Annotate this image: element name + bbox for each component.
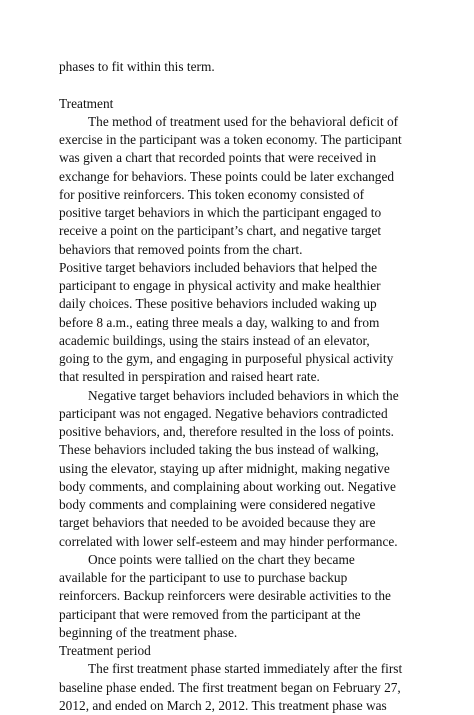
text-line: The first treatment phase started immediately after the first: [88, 661, 403, 677]
text-line: using the elevator, staying up after midnight, making negative: [59, 460, 390, 476]
text-line: going to the gym, and engaging in purposeful physical activity: [59, 351, 394, 366]
heading-treatment: Treatment: [59, 95, 114, 111]
text-line: for positive reinforcers. This token economy consisted of: [59, 186, 365, 202]
intro-line: phases to fit within this term.: [59, 59, 215, 74]
text-line: receive a point on the participant’s chart, and negative target: [59, 223, 382, 239]
text-line: correlated with lower self-esteem and may hinder performance.: [59, 533, 398, 549]
text-line: body comments and complaining were considered negative: [59, 497, 376, 512]
text-line: The method of treatment used for the behavioral deficit of: [88, 113, 399, 129]
text-line: participant was not engaged. Negative behaviors contradicted: [59, 405, 388, 421]
text-line: participant that were removed from the participant at the: [59, 606, 361, 622]
text-line: available for the participant to use to purchase backup: [59, 570, 348, 585]
document-page: [59, 58, 421, 715]
text-line: daily choices. These positive behaviors included waking up: [59, 296, 377, 312]
paragraph-method: [59, 113, 421, 259]
text-line: Positive target behaviors included behaviors that helped the: [59, 259, 378, 275]
text-line: reinforcers. Backup reinforcers were desirable activities to the: [59, 588, 391, 604]
text-line: baseline phase ended. The first treatment began on February 27,: [59, 679, 401, 695]
text-line: that resulted in perspiration and raised heart rate.: [59, 369, 320, 385]
text-line: before 8 a.m., eating three meals a day, walking to and from: [59, 314, 380, 330]
text-line: exercise in the participant was a token economy. The participant: [59, 132, 402, 147]
paragraph-negative-behaviors: [59, 387, 421, 551]
text-line: Negative target behaviors included behaviors in which the: [88, 387, 399, 403]
heading-treatment-period: Treatment period: [59, 643, 151, 658]
text-line: positive target behaviors in which the participant engaged to: [59, 205, 382, 220]
text-line: target behaviors that needed to be avoided because they are: [59, 515, 376, 531]
text-line: These behaviors included taking the bus instead of walking,: [59, 442, 379, 458]
text-line: beginning of the treatment phase.: [59, 624, 238, 640]
paragraph-positive-behaviors: [59, 259, 421, 387]
text-line: academic buildings, using the stairs instead of an elevator,: [59, 332, 370, 348]
text-line: Once points were tallied on the chart they became: [88, 551, 355, 567]
paragraph-backup-reinforcers: [59, 551, 421, 642]
text-line: was given a chart that recorded points that were received in: [59, 150, 377, 166]
text-line: 2012, and ended on March 2, 2012. This treatment phase was: [59, 697, 387, 713]
text-line: body comments, and complaining about working out. Negative: [59, 478, 396, 494]
text-line: exchange for behaviors. These points could be later exchanged: [59, 168, 395, 184]
text-line: positive behaviors, and, therefore resulted in the loss of points.: [59, 424, 395, 439]
text-line: behaviors that removed points from the chart.: [59, 241, 303, 257]
text-line: participant to engage in physical activity and make healthier: [59, 278, 381, 293]
paragraph-treatment-period: [59, 660, 421, 715]
blank-spacer: [59, 76, 421, 94]
